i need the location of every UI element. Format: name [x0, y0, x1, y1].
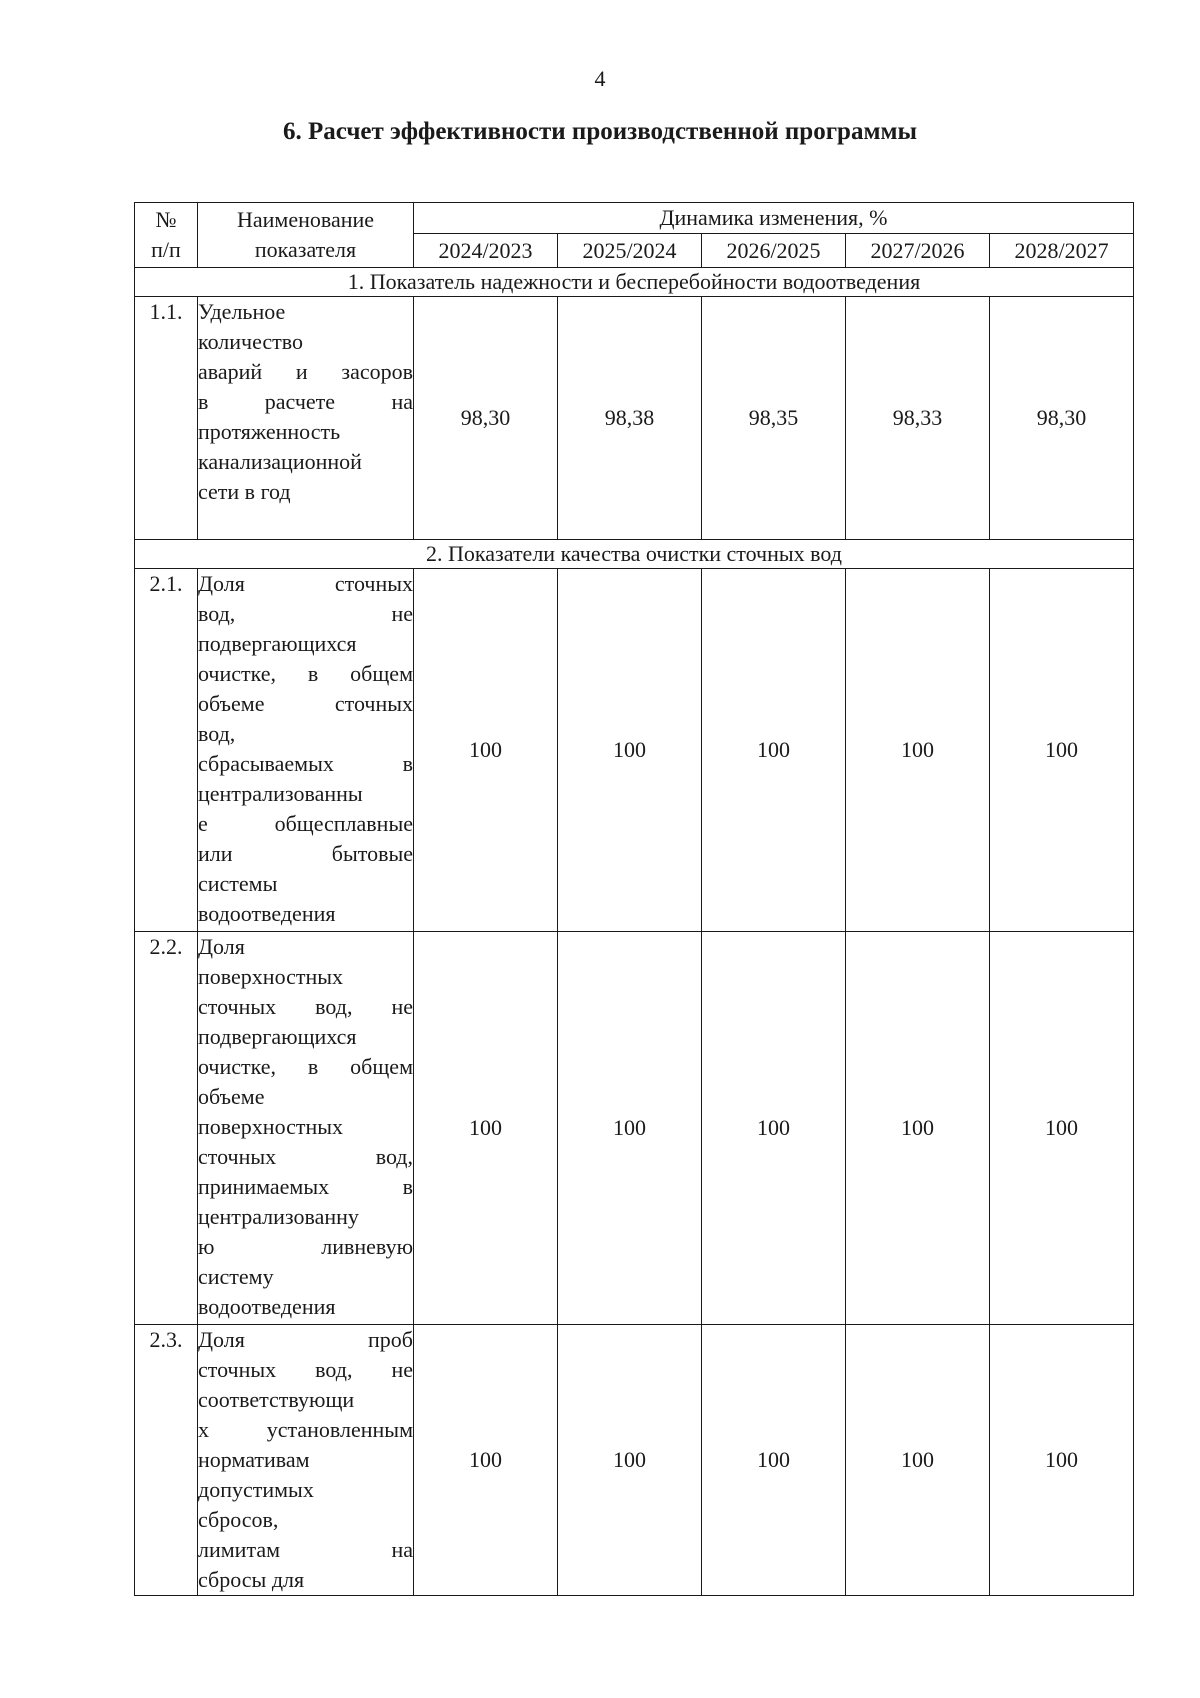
header-year: 2027/2026	[846, 234, 990, 268]
indicator-name	[198, 297, 414, 540]
indicator-name-word: Доля	[198, 1327, 245, 1352]
dynamics-value: 98,30	[990, 297, 1134, 540]
header-num	[135, 203, 198, 268]
indicator-name-line	[198, 1325, 413, 1355]
indicator-name-line: количество	[198, 329, 304, 354]
indicator-name-line: подвергающихся	[198, 1024, 357, 1049]
indicator-name-line: систему	[198, 1264, 274, 1289]
indicator-name-line	[198, 659, 413, 689]
section-row	[135, 268, 1134, 297]
indicator-name-line: централизованны	[198, 781, 363, 806]
dynamics-value: 100	[702, 569, 846, 932]
indicator-name-word: сточных	[198, 994, 277, 1019]
indicator-name-word: вод,	[315, 1357, 353, 1382]
indicator-name-word: объеме	[198, 691, 265, 716]
indicator-name-line	[198, 1535, 413, 1565]
page-number: 4	[594, 66, 606, 91]
indicator-name	[198, 569, 414, 932]
row-number: 2.3.	[135, 1325, 198, 1596]
indicator-name-line	[198, 357, 413, 387]
indicator-name-word: засоров	[341, 359, 413, 384]
indicator-name-line	[198, 599, 413, 629]
indicator-name-line: сбросы для	[198, 1567, 305, 1592]
indicator-name-line: подвергающихся	[198, 631, 357, 656]
indicator-name-line	[198, 809, 413, 839]
indicator-name-word: лимитам	[198, 1537, 281, 1562]
indicator-name-word: ю	[198, 1234, 215, 1259]
indicator-name-word: в	[307, 661, 319, 686]
indicator-name-word: е	[198, 811, 208, 836]
indicator-name-line: протяженность	[198, 419, 341, 444]
indicator-name-line: допустимых	[198, 1477, 314, 1502]
header-num-line: п/п	[151, 237, 181, 262]
header-num-line: №	[155, 207, 177, 232]
table-row	[135, 1325, 1134, 1596]
dynamics-value: 100	[414, 932, 558, 1325]
indicator-name-word: в	[402, 751, 413, 776]
dynamics-value: 100	[846, 932, 990, 1325]
indicator-name-word: общем	[350, 661, 413, 686]
indicator-name-line: водоотведения	[198, 1294, 336, 1319]
indicator-name-line	[198, 749, 413, 779]
dynamics-value: 100	[702, 1325, 846, 1596]
indicator-name-word: ливневую	[321, 1234, 413, 1259]
indicator-name-line: сбросов,	[198, 1507, 279, 1532]
indicator-name-word: или	[198, 841, 233, 866]
indicator-name-line: вод,	[198, 721, 236, 746]
dynamics-value: 100	[558, 932, 702, 1325]
row-number: 2.2.	[135, 932, 198, 1325]
indicator-name-word: общесплавные	[274, 811, 413, 836]
row-number: 2.1.	[135, 569, 198, 932]
indicator-name-word: в	[307, 1054, 319, 1079]
indicator-name-line: сети в год	[198, 479, 291, 504]
dynamics-value: 100	[990, 569, 1134, 932]
indicator-name-word: бытовые	[331, 841, 413, 866]
table-body	[135, 268, 1134, 1596]
dynamics-value: 100	[990, 932, 1134, 1325]
efficiency-table	[134, 202, 1134, 1596]
dynamics-value: 100	[414, 569, 558, 932]
table-row	[135, 932, 1134, 1325]
indicator-name-word: очистке,	[198, 661, 277, 686]
indicator-name-word: общем	[350, 1054, 413, 1079]
indicator-name-line: водоотведения	[198, 901, 336, 926]
header-year: 2024/2023	[414, 234, 558, 268]
indicator-name-word: в	[198, 389, 209, 414]
dynamics-value: 100	[558, 569, 702, 932]
indicator-name-word: проб	[368, 1327, 413, 1352]
indicator-name-word: на	[391, 1537, 413, 1562]
indicator-name-word: на	[391, 389, 413, 414]
indicator-name-word: вод,	[375, 1144, 413, 1169]
indicator-name	[198, 1325, 414, 1596]
indicator-name-line: поверхностных	[198, 964, 344, 989]
indicator-name-line: соответствующи	[198, 1387, 355, 1412]
indicator-name-word: вод,	[315, 994, 353, 1019]
indicator-name-line	[198, 1052, 413, 1082]
indicator-name-line	[198, 387, 413, 417]
table-row	[135, 569, 1134, 932]
indicator-name-line: системы	[198, 871, 278, 896]
section-title: 2. Показатели качества очистки сточных вод	[135, 540, 1134, 569]
indicator-name-line: Удельное	[198, 299, 286, 324]
header-dynamics: Динамика изменения, %	[414, 203, 1134, 234]
table-row	[135, 297, 1134, 540]
indicator-name-line	[198, 1355, 413, 1385]
indicator-name-line	[198, 569, 413, 599]
dynamics-value: 100	[846, 569, 990, 932]
indicator-name-word: не	[391, 1357, 413, 1382]
indicator-name-line	[198, 992, 413, 1022]
indicator-name-word: установленным	[266, 1417, 413, 1442]
indicator-name-line	[198, 1142, 413, 1172]
indicator-name-word: вод,	[198, 601, 236, 626]
header-year: 2025/2024	[558, 234, 702, 268]
dynamics-value: 98,35	[702, 297, 846, 540]
indicator-name-word: расчете	[264, 389, 336, 414]
indicator-name-line	[198, 689, 413, 719]
page-title: 6. Расчет эффективности производственной программы	[282, 118, 918, 145]
indicator-name	[198, 932, 414, 1325]
indicator-name-word: сточных	[198, 1357, 277, 1382]
indicator-name-line	[198, 1415, 413, 1445]
header-name-line: показателя	[254, 237, 357, 262]
section-row	[135, 540, 1134, 569]
indicator-name-word: и	[295, 359, 308, 384]
dynamics-value: 100	[558, 1325, 702, 1596]
dynamics-value: 98,38	[558, 297, 702, 540]
header-name-line: Наименование	[236, 207, 375, 232]
dynamics-value: 98,33	[846, 297, 990, 540]
row-number: 1.1.	[135, 297, 198, 540]
indicator-name-word: Доля	[198, 571, 245, 596]
indicator-name-line	[198, 1172, 413, 1202]
dynamics-value: 100	[414, 1325, 558, 1596]
indicator-name-word: не	[391, 601, 413, 626]
indicator-name-line: объеме	[198, 1084, 265, 1109]
header-name	[198, 203, 414, 268]
indicator-name-word: сбрасываемых	[198, 751, 334, 776]
indicator-name-word: сточных	[334, 691, 413, 716]
dynamics-value: 100	[702, 932, 846, 1325]
indicator-name-line: поверхностных	[198, 1114, 344, 1139]
indicator-name-word: не	[391, 994, 413, 1019]
indicator-name-word: в	[402, 1174, 413, 1199]
indicator-name-word: сточных	[198, 1144, 277, 1169]
indicator-name-line	[198, 1232, 413, 1262]
header-year: 2026/2025	[702, 234, 846, 268]
dynamics-value: 100	[846, 1325, 990, 1596]
indicator-name-line: Доля	[198, 934, 245, 959]
header-year: 2028/2027	[990, 234, 1134, 268]
indicator-name-word: сточных	[334, 571, 413, 596]
section-title: 1. Показатель надежности и бесперебойности водоотведения	[135, 268, 1134, 297]
indicator-name-word: аварий	[198, 359, 263, 384]
indicator-name-word: принимаемых	[198, 1174, 330, 1199]
dynamics-value: 98,30	[414, 297, 558, 540]
indicator-name-word: очистке,	[198, 1054, 277, 1079]
indicator-name-line: нормативам	[198, 1447, 310, 1472]
indicator-name-line: централизованну	[198, 1204, 359, 1229]
indicator-name-line	[198, 839, 413, 869]
indicator-name-word: х	[198, 1417, 209, 1442]
dynamics-value: 100	[990, 1325, 1134, 1596]
indicator-name-line: канализационной	[198, 449, 362, 474]
